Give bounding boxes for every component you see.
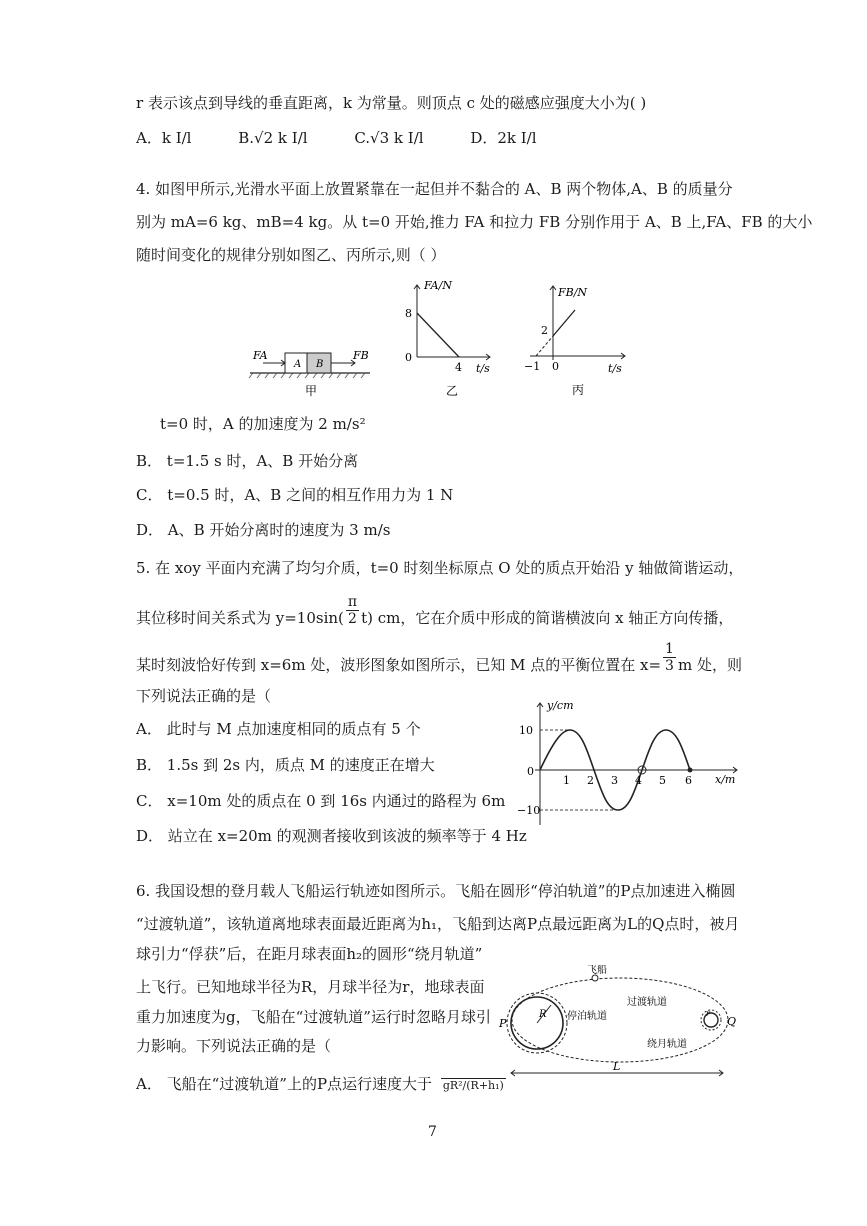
fb-line	[553, 310, 575, 336]
q5-option-d: D． 站立在 x=20m 的观测者接收到该波的频率等于 4 Hz	[136, 827, 527, 845]
lunar-label: 绕月轨道	[647, 1039, 687, 1050]
fraction-den: 3	[665, 658, 674, 674]
q5-option-c: C． x=10m 处的质点在 0 到 16s 内通过的路程为 6m	[136, 792, 506, 810]
q4-line1: 4. 如图甲所示,光滑水平面上放置紧靠在一起但并不黏合的 A、B 两个物体,A、B 的质量分	[136, 180, 733, 198]
q3-text: r 表示该点到导线的垂直距离，k 为常量。则顶点 c 处的磁感应强度大小为( )	[136, 94, 647, 112]
yi-xlabel: t/s	[476, 362, 490, 375]
bing-xlabel: t/s	[608, 362, 622, 375]
fraction-num: 1	[665, 641, 674, 657]
point-p: P	[499, 1017, 507, 1030]
bing-origin: 0	[552, 360, 559, 373]
force-a-label: FA	[253, 349, 268, 362]
wave-ylabel: y/cm	[547, 699, 574, 712]
transfer-orbit	[512, 978, 728, 1062]
block-a-label: A	[294, 359, 302, 370]
point-q: Q	[727, 1015, 737, 1028]
q5-line2-b: t) cm，它在介质中形成的简谐横波向 x 轴正方向传播，	[361, 608, 734, 627]
yi-y8: 8	[405, 307, 412, 320]
figure-yi	[392, 275, 502, 400]
caption-yi: 乙	[446, 384, 459, 398]
fa-line	[417, 313, 459, 357]
orbit-figure	[495, 965, 745, 1085]
caption-jia: 甲	[305, 384, 318, 398]
q6-option-a	[136, 1073, 506, 1097]
q6-line4: 上飞行。已知地球半径为R，月球半径为r，地球表面	[136, 978, 485, 996]
figure-bing	[520, 280, 635, 400]
yi-x4: 4	[455, 361, 462, 374]
q5-option-a: A． 此时与 M 点加速度相同的质点有 5 个	[136, 720, 421, 738]
radius-r: r	[706, 1009, 710, 1018]
q6-option-a-text: A． 飞船在“过渡轨道”上的P点运行速度大于	[136, 1075, 433, 1093]
q5-line3-a: 某时刻波恰好传到 x=6m 处，波形图象如图所示，已知 M 点的平衡位置在 x=	[136, 655, 662, 674]
q6-line3: 球引力“俘获”后，在距月球表面h₂的圆形“绕月轨道”	[136, 945, 483, 963]
q5-line3-b: m 处，则	[677, 655, 742, 674]
q5-fraction-1-3	[663, 641, 676, 674]
fraction-num: π	[347, 594, 358, 610]
yi-ylabel: FA/N	[424, 279, 452, 292]
tick-label: 5	[659, 774, 666, 787]
q3-options	[136, 127, 579, 148]
q4-option-a: t=0 时，A 的加速度为 2 m/s²	[160, 415, 366, 433]
force-b-label: FB	[353, 349, 369, 362]
parking-label: 停泊轨道	[567, 1011, 607, 1022]
q5-line2-a: 其位移时间关系式为 y=10sin(	[136, 608, 344, 627]
q3-option-b: B.√2 k I/l	[238, 129, 308, 147]
q5-line1: 5. 在 xoy 平面内充满了均匀介质，t=0 时刻坐标原点 O 处的质点开始沿 y 轴做简谐运动，	[136, 559, 744, 577]
tick-label: 4	[635, 774, 642, 787]
q6-line1: 6. 我国设想的登月载人飞船运行轨迹如图所示。飞船在圆形“停泊轨道”的P点加速进入椭圆	[136, 882, 736, 900]
transfer-label: 过渡轨道	[627, 997, 667, 1008]
q5-option-b: B． 1.5s 到 2s 内，质点 M 的速度正在增大	[136, 756, 435, 774]
q4-option-b: B． t=1.5 s 时，A、B 开始分离	[136, 452, 359, 470]
bing-y2: 2	[541, 324, 548, 337]
ship-label: 飞船	[587, 965, 607, 976]
q5-line4: 下列说法正确的是（	[136, 687, 272, 705]
tick-label: 6	[685, 774, 692, 787]
wave-xlabel: x/m	[715, 773, 736, 786]
radius-R: R	[539, 1009, 547, 1020]
caption-bing: 丙	[572, 383, 585, 397]
tick-label: 2	[587, 774, 594, 787]
fb-extension	[536, 336, 553, 356]
wave-ypos: 10	[519, 724, 533, 737]
q6-line6: 力影响。下列说法正确的是（	[136, 1037, 332, 1055]
q3-option-c: C.√3 k I/l	[354, 129, 424, 147]
fraction-den: 2	[348, 611, 357, 627]
tick-label: 3	[611, 774, 618, 787]
wave-yneg: −10	[517, 804, 541, 817]
tick-label: 1	[563, 774, 570, 787]
q4-line2: 别为 mA=6 kg、mB=4 kg。从 t=0 开始,推力 FA 和拉力 FB 分别作用于 A、B 上,FA、FB 的大小	[136, 213, 813, 231]
yi-origin: 0	[405, 351, 412, 364]
q3-option-d: D．2k I/l	[470, 129, 537, 147]
bing-xneg1: −1	[524, 360, 541, 373]
bing-ylabel: FB/N	[558, 286, 588, 299]
q5-line3	[136, 641, 742, 681]
wave-graph	[515, 695, 745, 830]
wave-front	[688, 768, 693, 773]
distance-L-label: L	[613, 1060, 621, 1073]
figure-jia	[245, 335, 380, 405]
sqrt-expression: gR²/(R+h₁)	[442, 1079, 504, 1092]
q5-fraction-pi-2	[346, 594, 359, 627]
wave-origin: 0	[527, 765, 534, 778]
q6-line2: “过渡轨道”，该轨道离地球表面最近距离为h₁，飞船到达离P点最远距离为L的Q点时，被月	[136, 915, 740, 933]
q6-line5: 重力加速度为g，飞船在“过渡轨道”运行时忽略月球引	[136, 1008, 491, 1026]
q4-option-c: C． t=0.5 时，A、B 之间的相互作用力为 1 N	[136, 486, 454, 504]
q5-line2	[136, 594, 733, 634]
page-number: 7	[428, 1124, 437, 1140]
block-b-label: B	[316, 359, 324, 370]
q4-option-d: D． A、B 开始分离时的速度为 3 m/s	[136, 521, 391, 539]
q4-line3: 随时间变化的规律分别如图乙、丙所示,则（ ）	[136, 246, 446, 264]
q3-option-a: A．k I/l	[136, 129, 192, 147]
